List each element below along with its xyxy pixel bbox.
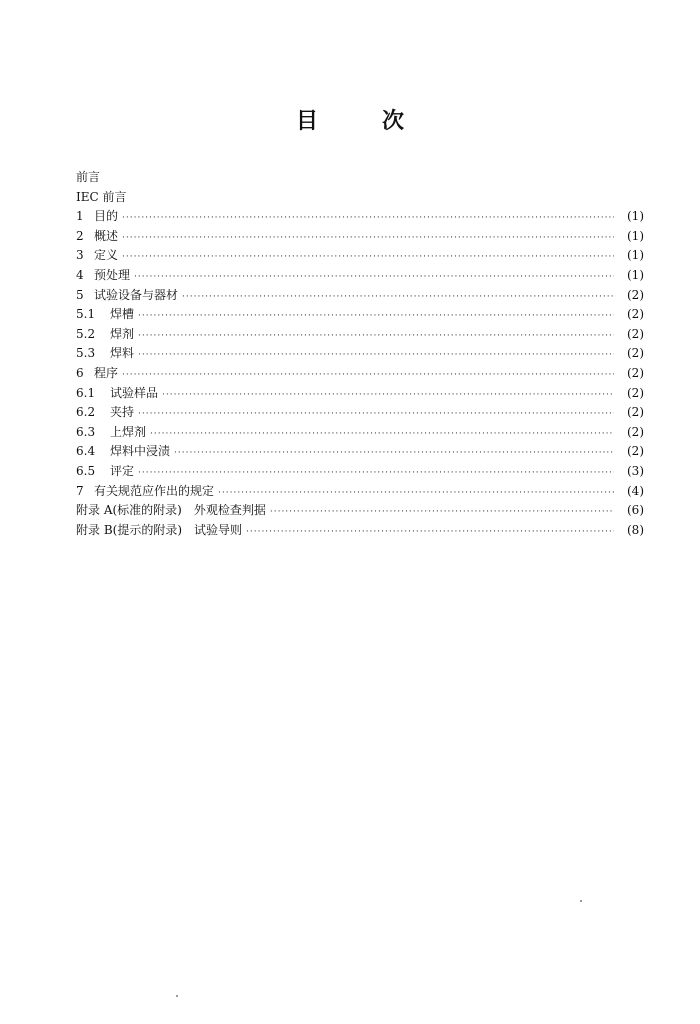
toc-leader-dots — [182, 288, 614, 308]
toc-leader-dots — [134, 268, 614, 288]
toc-row[interactable] — [76, 403, 644, 423]
toc-row-iec-foreword[interactable] — [76, 188, 644, 208]
toc-label: 评定 — [110, 463, 135, 478]
scan-speck — [176, 995, 178, 997]
toc-leader-dots — [218, 484, 614, 504]
toc-row[interactable] — [76, 305, 644, 325]
scan-speck — [580, 900, 582, 902]
toc-leader-dots — [138, 346, 614, 366]
toc-label: 试验样品 — [110, 385, 159, 400]
toc-number: 3 — [76, 248, 84, 263]
toc-page-number: (2) — [627, 287, 644, 302]
toc-label: 附录 B(提示的附录) 试验导则 — [76, 522, 242, 537]
toc-leader-dots — [150, 425, 614, 445]
toc-row[interactable] — [76, 423, 644, 443]
toc-number: 5.3 — [76, 346, 96, 361]
toc-row-appendix-a[interactable] — [76, 501, 644, 521]
toc-page-number: (2) — [627, 346, 644, 361]
toc-label: 预处理 — [94, 267, 131, 282]
toc-label: 定义 — [94, 248, 119, 263]
toc-row-foreword[interactable] — [76, 168, 644, 188]
toc-leader-dots — [138, 307, 614, 327]
toc-number: 7 — [76, 483, 84, 498]
toc-row[interactable] — [76, 364, 644, 384]
toc-label: 程序 — [94, 365, 119, 380]
toc-page-number: (2) — [627, 424, 644, 439]
toc-number: 6 — [76, 365, 84, 380]
toc-leader-dots — [246, 523, 614, 543]
toc-row[interactable] — [76, 246, 644, 266]
toc-page-number: (1) — [627, 228, 644, 243]
toc-row[interactable] — [76, 325, 644, 345]
toc-leader-dots — [122, 229, 614, 249]
toc-page-number: (3) — [627, 463, 644, 478]
toc-leader-dots — [270, 503, 614, 523]
toc-row[interactable] — [76, 207, 644, 227]
toc-row[interactable] — [76, 344, 644, 364]
toc-label: 目的 — [94, 209, 119, 224]
toc-number: 6.5 — [76, 463, 96, 478]
toc-label: 上焊剂 — [110, 424, 147, 439]
title-char-left: 目 — [295, 109, 318, 134]
toc-label: 概述 — [94, 228, 119, 243]
toc-number: 5 — [76, 287, 84, 302]
toc-label: 夹持 — [110, 405, 135, 420]
toc-row[interactable] — [76, 266, 644, 286]
toc-number: 6.4 — [76, 444, 96, 459]
toc-label: 附录 A(标准的附录) 外观检查判据 — [76, 503, 266, 518]
toc-label: 焊剂 — [110, 326, 135, 341]
toc-row[interactable] — [76, 227, 644, 247]
toc-page-number: (1) — [627, 248, 644, 263]
toc-number: 5.1 — [76, 307, 96, 322]
toc-leader-dots — [162, 386, 614, 406]
table-of-contents — [76, 168, 644, 540]
toc-label: 焊槽 — [110, 307, 135, 322]
toc-page-number: (4) — [627, 483, 644, 498]
toc-number: 6.1 — [76, 385, 96, 400]
toc-number: 4 — [76, 267, 84, 282]
toc-number: 6.3 — [76, 424, 96, 439]
toc-number: 1 — [76, 209, 84, 224]
toc-label: 试验设备与器材 — [94, 287, 179, 302]
toc-page-number: (6) — [627, 503, 644, 518]
page-title — [0, 104, 700, 135]
toc-label: 前言 — [76, 170, 101, 184]
toc-number: 5.2 — [76, 326, 96, 341]
toc-leader-dots — [122, 248, 614, 268]
toc-row-appendix-b[interactable] — [76, 521, 644, 541]
toc-label: IEC 前言 — [76, 189, 127, 204]
toc-page-number: (2) — [627, 405, 644, 420]
toc-leader-dots — [138, 405, 614, 425]
toc-leader-dots — [138, 327, 614, 347]
toc-page-number: (8) — [627, 522, 644, 537]
toc-number: 2 — [76, 228, 84, 243]
toc-page-number: (2) — [627, 326, 644, 341]
toc-label: 焊料 — [110, 346, 135, 361]
toc-number: 6.2 — [76, 405, 96, 420]
toc-page-number: (2) — [627, 385, 644, 400]
toc-page-number: (2) — [627, 365, 644, 380]
toc-row[interactable] — [76, 462, 644, 482]
toc-page-number: (2) — [627, 444, 644, 459]
toc-leader-dots — [122, 366, 614, 386]
toc-row[interactable] — [76, 384, 644, 404]
title-char-right: 次 — [382, 109, 405, 134]
toc-leader-dots — [122, 209, 614, 229]
toc-page-number: (1) — [627, 267, 644, 282]
toc-label: 焊料中浸渍 — [110, 444, 171, 459]
toc-label: 有关规范应作出的规定 — [94, 483, 215, 498]
toc-row[interactable] — [76, 482, 644, 502]
toc-row[interactable] — [76, 442, 644, 462]
toc-row[interactable] — [76, 286, 644, 306]
toc-page-number: (1) — [627, 209, 644, 224]
toc-leader-dots — [174, 444, 614, 464]
toc-page-number: (2) — [627, 307, 644, 322]
